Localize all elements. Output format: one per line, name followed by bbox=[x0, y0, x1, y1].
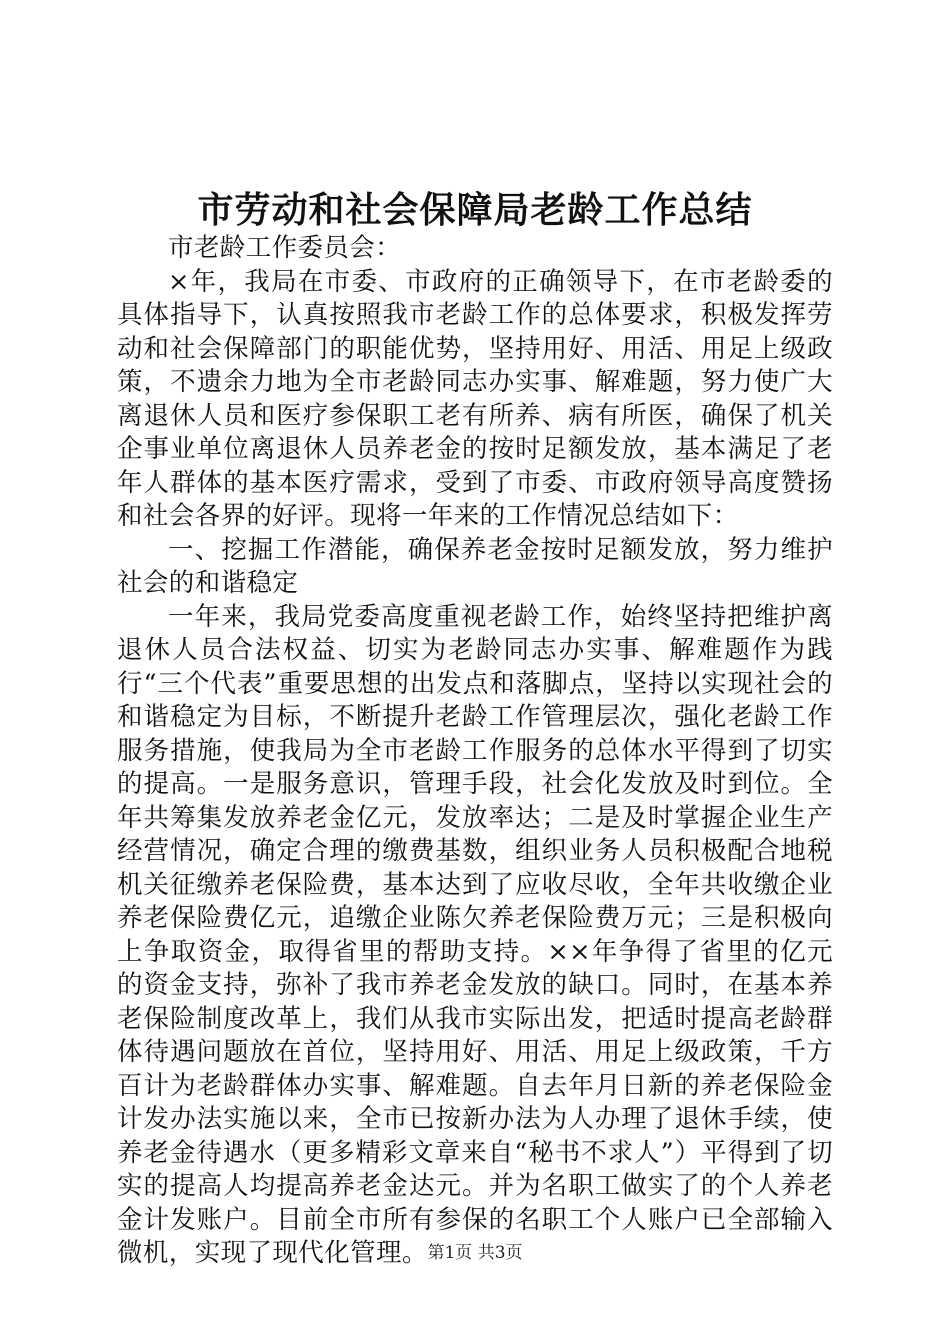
section-heading: 一、挖掘工作潜能，确保养老金按时足额发放，努力维护社会的和谐稳定 bbox=[117, 534, 833, 598]
salutation-paragraph: 市老龄工作委员会： bbox=[168, 233, 402, 263]
page-number-footer: 第1页 共3页 bbox=[427, 1243, 523, 1263]
body-paragraph: 一年来，我局党委高度重视老龄工作，始终坚持把维护离退休人员合法权益、切实为老龄同志办实事、解难题作为践行“三个代表”重要思想的出发点和落脚点，坚持以实现社会的和谐稳定为目标，不断提升老龄工作管理层次，强化老龄工作服务措施，使我局为全市老龄工作服务的总体水平得到了切实的提高。一是服务意识，管理手段，社会化发放及时到位。全年共筹集发放养老金亿元，发放率达；二是及时掌握企业生产经营情况，确定合理的缴费基数，组织业务人员积极配合地税机关征缴养老保险费，基本达到了应收尽收，全年共收缴企业养老保险费亿元，追缴企业陈欠养老保险费万元；三是积极向上争取资金，取得省里的帮助支持。××年争得了省里的亿元的资金支持，弥补了我市养老金发放的缺口。同时，在基本养老保险制度改革上，我们从我市实际出发，把适时提高老龄群体待遇问题放在首位，坚持用好、用活、用足上级政策，千方百计为老龄群体办实事、解难题。自去年月日新的养老保险金计发办法实施以来，全市已按新办法为人办理了退休手续，使养老金待遇水（更多精彩文章来自“秘书不求人”）平得到了切实的提高人均提高养老金达元。并为名职工做实了的个人养老金计发账户。目前全市所有参保的名职工个人账户已全部输入微机，实现了现代化管理。 bbox=[117, 601, 833, 1268]
intro-paragraph: ×年，我局在市委、市政府的正确领导下，在市老龄委的具体指导下，认真按照我市老龄工作的总体要求，积极发挥劳动和社会保障部门的职能优势，坚持用好、用活、用足上级政策，不遗余力地为全市老龄同志办实事、解难题，努力使广大离退休人员和医疗参保职工老有所养、病有所医，确保了机关企事业单位离退休人员养老金的按时足额发放，基本满足了老年人群体的基本医疗需求，受到了市委、市政府领导高度赞扬和社会各界的好评。现将一年来的工作情况总结如下： bbox=[117, 266, 833, 531]
document-body bbox=[117, 232, 833, 1271]
document-title: 市劳动和社会保障局老龄工作总结 bbox=[197, 189, 753, 231]
